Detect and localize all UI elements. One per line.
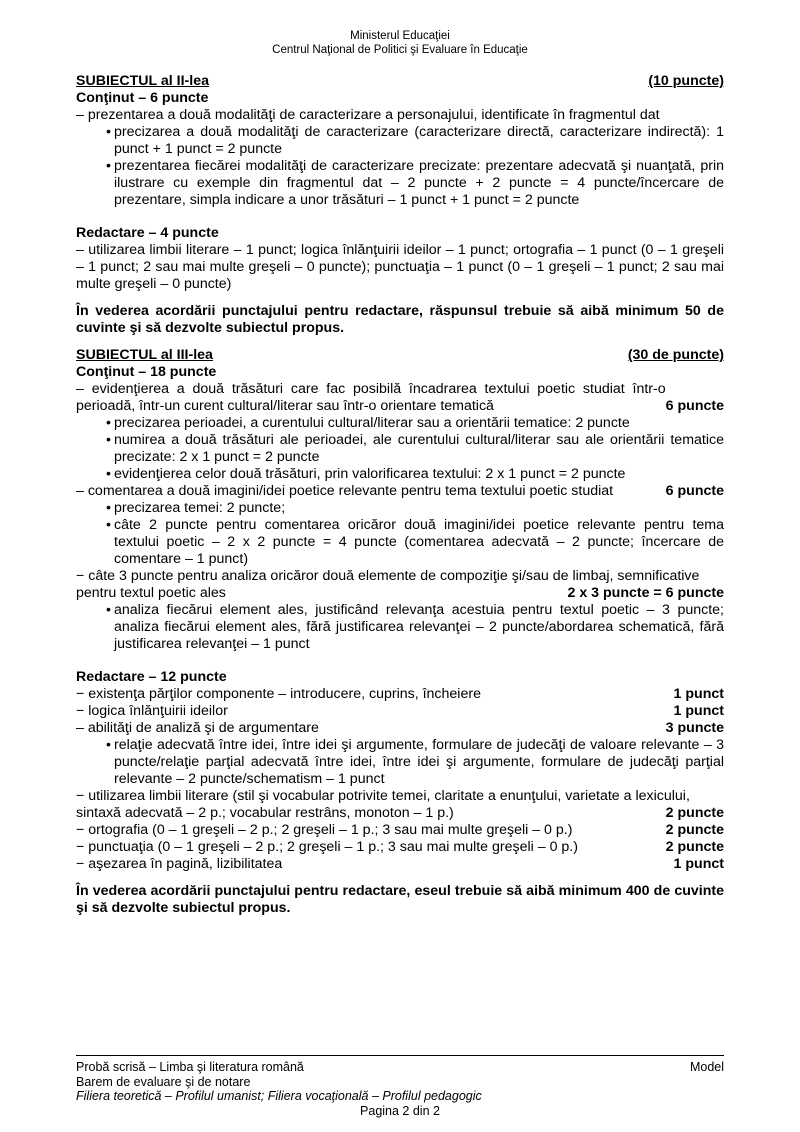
s3-r6-text: − punctuaţia (0 – 1 greşeli – 2 p.; 2 greşeli – 1 p.; 3 sau mai multe greşeli – 0 p.) <box>76 839 578 855</box>
s3-r5 <box>76 822 724 839</box>
s3-r3-points: 3 puncte <box>665 720 724 736</box>
s3-r3 <box>76 720 724 737</box>
bullet-icon: • <box>106 432 111 448</box>
s3-r7-text: − aşezarea în pagină, lizibilitatea <box>76 856 283 872</box>
s3-c1 <box>76 381 724 415</box>
s2-redactare-title: Redactare – 4 puncte <box>76 225 219 241</box>
s3-c2-text: – comentarea a două imagini/idei poetice relevante pentru tema textului poetic studiat <box>76 483 614 499</box>
section-2-title: SUBIECTUL al II-lea <box>76 73 209 89</box>
s3-r3-bullet-1-text: relaţie adecvată între idei, între idei şi argumente, formulare de judecăţi de valoare relevante – 3 puncte/relaţie parţial adecvată între idei, între idei şi argumente, formulare de judecăţi parţial relevante – 2 puncte/schematism – 1 punct <box>114 737 724 787</box>
s3-c1-bullet-2-text: numirea a două trăsături ale perioadei, ale curentului cultural/literar sau ale orientării tematice precizate: 2 x 1 punct = 2 puncte <box>114 432 724 465</box>
s3-c3 <box>76 585 724 602</box>
barem-label: Barem de evaluare şi de notare <box>76 1074 251 1089</box>
s2-bullet-2-text: prezentarea fiecărei modalităţi de caracterizare precizate: prezentare adecvată şi nuanţată, prin ilustrare cu exemple din fragmentul dat – 2 puncte + 2 puncte = 4 puncte/încercare de prezentare, simpla indicare a unor trăsături – 1 punct + 1 punct = 2 puncte <box>114 158 724 208</box>
bullet-icon: • <box>106 124 111 140</box>
center-name: Centrul Naţional de Politici şi Evaluare în Educaţie <box>272 44 528 56</box>
s3-redactare-title: Redactare – 12 puncte <box>76 669 227 685</box>
s3-r2 <box>76 703 724 720</box>
exam-name: Probă scrisă – Limba şi literatura română <box>76 1060 304 1074</box>
s3-r3-bullet-1 <box>76 737 724 788</box>
s3-c1-bullet-3 <box>76 466 724 483</box>
s2-redactare-text: – utilizarea limbii literare – 1 punct; logica înlănţuirii ideilor – 1 punct; ortografia – 1 punct (0 – 1 greşeli – 1 punct; 2 sau mai multe greşeli – 0 puncte); punctuaţia – 1 punct (0 – 1 greşeli – 1 punct; 2 sau mai multe greşeli – 0 puncte) <box>76 242 724 292</box>
s3-c1-bullet-2 <box>76 432 724 466</box>
s3-c2-points: 6 puncte <box>665 483 724 499</box>
bullet-icon: • <box>106 466 111 482</box>
s3-c1-bullet-3-text: evidenţierea celor două trăsături, prin valorificarea textului: 2 x 1 punct = 2 puncte <box>114 466 626 482</box>
bullet-icon: • <box>106 737 111 753</box>
s3-c3-points: 2 x 3 puncte = 6 puncte <box>567 585 724 601</box>
s3-c2-bullet-1 <box>76 500 724 517</box>
section-2-heading <box>76 73 724 90</box>
s3-c3-bullet-1-text: analiza fiecărui element ales, justificând relevanţa acestuia pentru textul poetic – 3 puncte; analiza fiecărui element ales, fără justificarea relevanţei – 2 puncte/abordarea schematică, fără justificarea relevanţei – 1 punct <box>114 602 724 652</box>
s2-note: În vederea acordării punctajului pentru redactare, răspunsul trebuie să aibă minimum 50 de cuvinte şi să dezvolte subiectul propus. <box>76 303 724 336</box>
ministry-name: Ministerul Educaţiei <box>350 30 450 42</box>
bullet-icon: • <box>106 158 111 174</box>
s2-content-item: – prezentarea a două modalităţi de caracterizare a personajului, identificate în fragmentul dat <box>76 107 660 123</box>
bullet-icon: • <box>106 602 111 618</box>
s3-c1-text: – evidenţierea a două trăsături care fac posibilă încadrarea textului poetic studiat într-o perioadă, într-un curent cultural/literar sau într-o orientare tematică <box>76 381 666 414</box>
section-2-points: (10 puncte) <box>648 73 724 89</box>
s3-note: În vederea acordării punctajului pentru redactare, eseul trebuie să aibă minimum 400 de cuvinte şi să dezvolte subiectul propus. <box>76 883 724 916</box>
s3-c2-bullet-2-text: câte 2 puncte pentru comentarea oricăror două imagini/idei poetice relevante pentru tema textului poetic – 2 x 2 puncte = 4 puncte (comentarea adecvată – 2 puncte; încercare de comentare – 1 punct) <box>114 517 724 567</box>
section-3-points: (30 de puncte) <box>627 347 724 363</box>
s3-r4-text-1: − utilizarea limbii literare (stil şi vocabular potrivite temei, claritate a enunţului, varietate a lexicului, <box>76 788 690 804</box>
s3-c2-bullet-1-text: precizarea temei: 2 puncte; <box>114 500 286 516</box>
s3-c2-bullet-2 <box>76 517 724 568</box>
section-3-title: SUBIECTUL al III-lea <box>76 347 213 363</box>
footer-line-1 <box>76 1060 724 1075</box>
s3-r1-points: 1 punct <box>673 686 724 702</box>
s3-r1 <box>76 686 724 703</box>
s3-r7-points: 1 punct <box>673 856 724 872</box>
s3-r5-points: 2 puncte <box>665 822 724 838</box>
page-header <box>0 29 800 57</box>
s3-c3-text-2: pentru textul poetic ales <box>76 585 226 601</box>
s3-r1-text: − existenţa părţilor componente – introducere, cuprins, încheiere <box>76 686 481 702</box>
s2-bullet-1 <box>76 124 724 158</box>
s3-r3-text: – abilităţi de analiză şi de argumentare <box>76 720 319 736</box>
s3-r4-text-2: sintaxă adecvată – 2 p.; vocabular restrâns, monoton – 1 p.) <box>76 805 454 821</box>
s3-c1-bullet-1 <box>76 415 724 432</box>
profile-label: Filiera teoretică – Profilul umanist; Filiera vocaţională – Profilul pedagogic <box>76 1089 482 1103</box>
s3-r2-text: − logica înlănţuirii ideilor <box>76 703 228 719</box>
s2-bullet-1-text: precizarea a două modalităţi de caracterizare (caracterizare directă, caracterizare indirectă): 1 punct + 1 punct = 2 puncte <box>114 124 724 157</box>
s3-r2-points: 1 punct <box>673 703 724 719</box>
main-content <box>76 73 724 917</box>
s3-r6 <box>76 839 724 856</box>
s3-r7 <box>76 856 724 873</box>
s3-c1-bullet-1-text: precizarea perioadei, a curentului cultural/literar sau a orientării tematice: 2 puncte <box>114 415 630 431</box>
s2-bullet-2 <box>76 158 724 209</box>
s3-c3-bullet-1 <box>76 602 724 653</box>
bullet-icon: • <box>106 415 111 431</box>
model-label: Model <box>689 1060 724 1074</box>
s3-r4-points: 2 puncte <box>665 805 724 821</box>
section-3-heading <box>76 347 724 364</box>
page-number: Pagina 2 din 2 <box>360 1103 440 1118</box>
s2-content-title: Conţinut – 6 puncte <box>76 90 209 106</box>
s3-c2 <box>76 483 724 500</box>
s3-c1-points: 6 puncte <box>665 398 724 414</box>
s3-c3-text-1: − câte 3 puncte pentru analiza oricăror două elemente de compoziţie şi/sau de limbaj, semnificative <box>76 568 700 584</box>
s3-r4 <box>76 805 724 822</box>
bullet-icon: • <box>106 500 111 516</box>
s3-r6-points: 2 puncte <box>665 839 724 855</box>
s3-content-title: Conţinut – 18 puncte <box>76 364 217 380</box>
bullet-icon: • <box>106 517 111 533</box>
page-footer <box>76 1055 724 1118</box>
s3-r5-text: − ortografia (0 – 1 greşeli – 2 p.; 2 greşeli – 1 p.; 3 sau mai multe greşeli – 0 p.) <box>76 822 573 838</box>
